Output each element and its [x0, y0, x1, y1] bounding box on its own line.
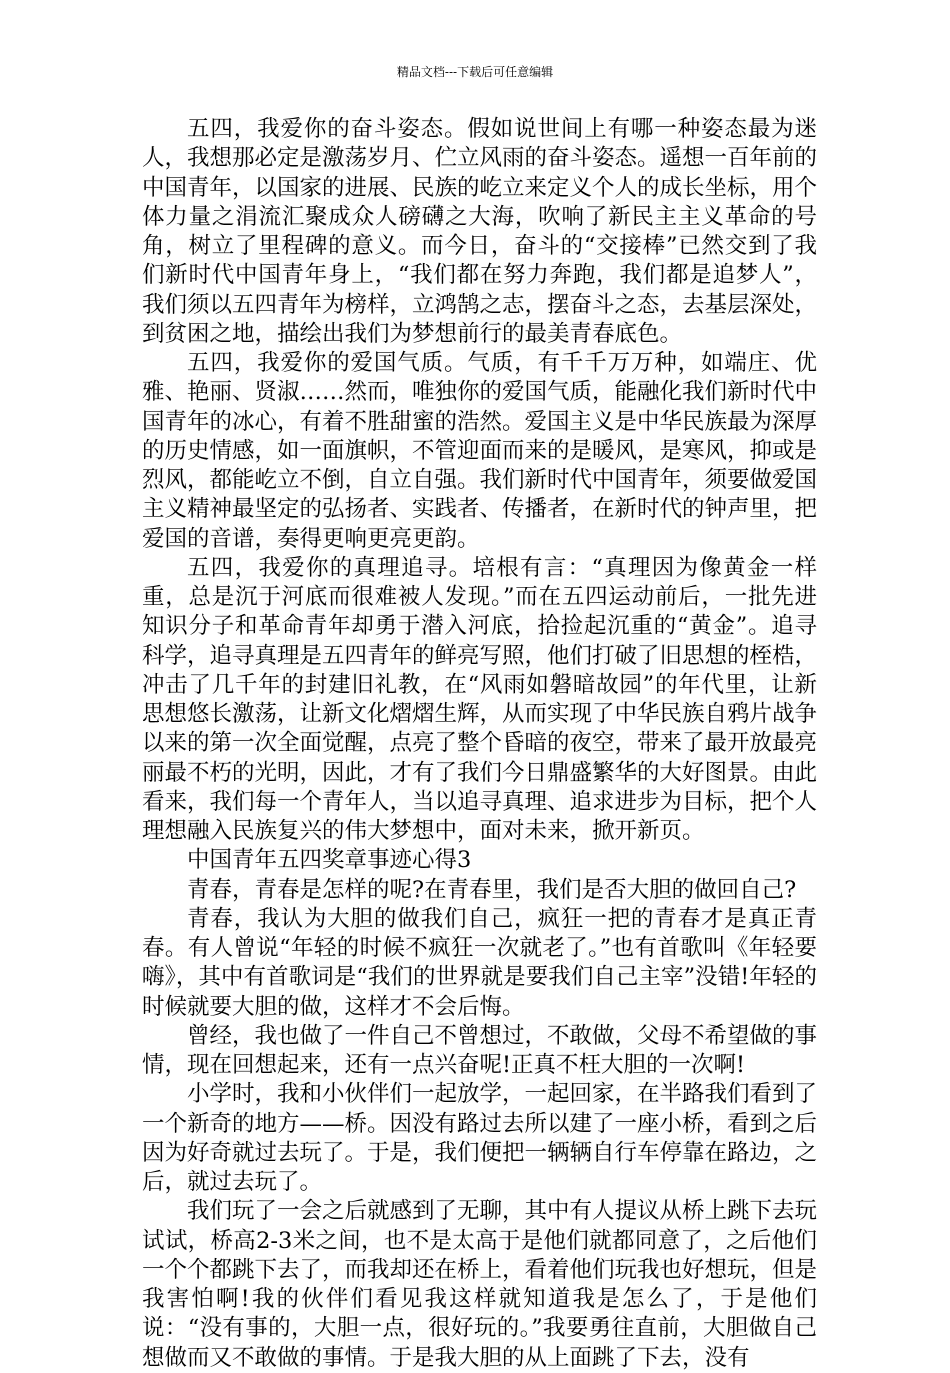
paragraph-3: 五四，我爱你的真理追寻。培根有言：“真理因为像黄金一样重，总是沉于河底而很难被人发现。”而在五四运动前后，一批先进知识分子和革命青年却勇于潜入河底，拾捡起沉重的“黄金”。追寻科学，追寻真理是五四青年的鲜亮写照，他们打破了旧思想的桎梏，冲击了几千年的封建旧礼教，在“风雨如磐暗故园”的年代里，让新思想悠长激荡，让新文化熠熠生辉，从而实现了中华民族自鸦片战争以来的第一次全面觉醒，点亮了整个昏暗的夜空，带来了最开放最亮丽最不朽的光明，因此，才有了我们今日鼎盛繁华的大好图景。由此看来，我们每一个青年人，当以追寻真理、追求进步为目标，把个人理想融入民族复兴的伟大梦想中，面对未来，掀开新页。: [142, 554, 818, 844]
paragraph-2: 五四，我爱你的爱国气质。气质，有千千万万种，如端庄、优雅、艳丽、贤淑……然而，唯独你的爱国气质，能融化我们新时代中国青年的冰心，有着不胜甜蜜的浩然。爱国主义是中华民族最为深厚的历史情感，如一面旗帜，不管迎面而来的是暖风，是寒风，抑或是烈风，都能屹立不倒，自立自强。我们新时代中国青年，须要做爱国主义精神最坚定的弘扬者、实践者、传播者，在新时代的钟声里，把爱国的音谱，奏得更响更亮更韵。: [142, 350, 818, 552]
paragraph-6: 曾经，我也做了一件自己不曾想过，不敢做，父母不希望做的事情，现在回想起来，还有一点兴奋呢!正真不枉大胆的一次啊!: [142, 1022, 818, 1078]
paragraph-7: 小学时，我和小伙伴们一起放学，一起回家，在半路我们看到了一个新奇的地方——桥。因没有路过去所以建了一座小桥，看到之后因为好奇就过去玩了。于是，我们便把一辆辆自行车停靠在路边，之后，就过去玩了。: [142, 1081, 818, 1195]
paragraph-4: 青春，青春是怎样的呢?在青春里，我们是否大胆的做回自己?: [187, 876, 797, 903]
paragraph-1: 五四，我爱你的奋斗姿态。假如说世间上有哪一种姿态最为迷人，我想那必定是激荡岁月、伫立风雨的奋斗姿态。遥想一百年前的中国青年，以国家的进展、民族的屹立来定义个人的成长坐标，用个体力量之涓流汇聚成众人磅礴之大海，吹响了新民主主义革命的号角，树立了里程碑的意义。而今日，奋斗的“交接棒”已然交到了我们新时代中国青年身上，“我们都在努力奔跑，我们都是追梦人”，我们须以五四青年为榜样，立鸿鹄之志，摆奋斗之态，去基层深处，到贫困之地，描绘出我们为梦想前行的最美青春底色。: [142, 116, 818, 347]
paragraph-5: 青春，我认为大胆的做我们自己，疯狂一把的青春才是真正青春。有人曾说“年轻的时候不疯狂一次就老了。”也有首歌叫《年轻要嗨》，其中有首歌词是“我们的世界就是要我们自己主宰”没错!年轻的时候就要大胆的做，这样才不会后悔。: [142, 905, 817, 1020]
paragraph-8: 我们玩了一会之后就感到了无聊，其中有人提议从桥上跳下去玩试试，桥高2-3米之间，也不是太高于是他们就都同意了，之后他们一个个都跳下去了，而我却还在桥上，看着他们玩我也好想玩，但是我害怕啊!我的伙伴们看见我这样就知道我是怎么了，于是他们说：“没有事的，大胆一点，很好玩的。”我要勇往直前，大胆做自己想做而又不敢做的事情。于是我大胆的从上面跳了下去，没有: [142, 1198, 818, 1371]
section-heading: 中国青年五四奖章事迹心得3: [187, 847, 472, 874]
page-header: 精品文档---下载后可任意编辑: [396, 65, 554, 79]
document-body: [142, 115, 817, 1373]
